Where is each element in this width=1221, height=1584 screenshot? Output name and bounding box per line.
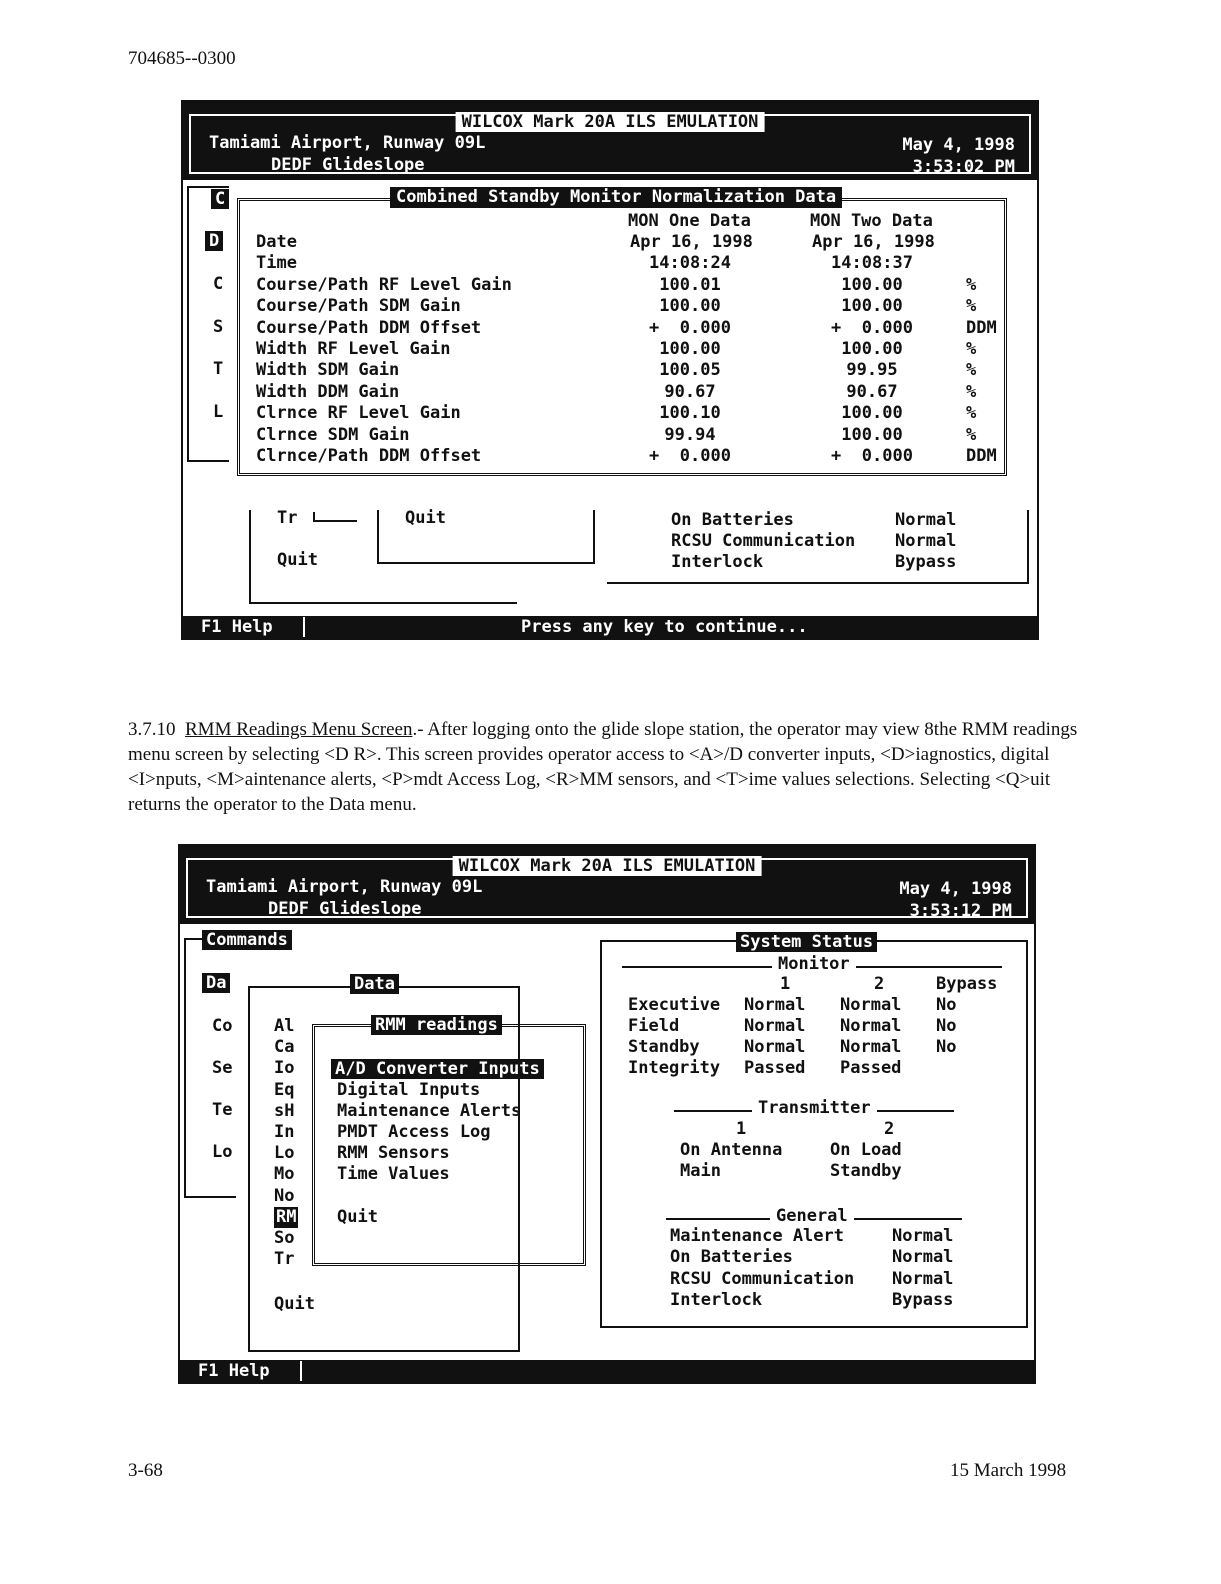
- site-name: Tamiami Airport, Runway 09L: [209, 133, 486, 153]
- unit-label: %: [966, 339, 977, 359]
- status-bar: [183, 616, 1037, 638]
- screen-header: [183, 102, 1037, 180]
- mon-two-value: 14:08:37: [831, 253, 913, 274]
- screen-title: WILCOX Mark 20A ILS EMULATION: [453, 856, 762, 876]
- mon-one-value: 100.00: [659, 339, 721, 359]
- general-label: RCSU Communication: [670, 1268, 855, 1289]
- unit-label: %: [966, 274, 977, 295]
- menu-item-tr[interactable]: Tr: [277, 508, 298, 528]
- unit-label: %: [966, 403, 977, 424]
- general-label: On Batteries: [670, 1247, 793, 1268]
- transmitter-col-1: 1: [736, 1119, 747, 1139]
- monitor-label: Executive: [628, 995, 721, 1015]
- header-time: 3:53:12 PM: [909, 901, 1012, 921]
- rmm-item[interactable]: Maintenance Alerts: [337, 1101, 522, 1121]
- monitor-bypass: No: [936, 1037, 957, 1057]
- rmm-item[interactable]: Digital Inputs: [337, 1080, 481, 1100]
- mon-two-value: + 0.000: [831, 317, 913, 338]
- mon-one-value: 14:08:24: [649, 253, 731, 274]
- data-menu-item[interactable]: Mo: [274, 1164, 295, 1185]
- quit-option[interactable]: Quit: [405, 508, 446, 528]
- monitor-value-2: Passed: [840, 1058, 902, 1078]
- command-letter[interactable]: C: [213, 274, 224, 294]
- transmitter-value: On Antenna: [680, 1140, 783, 1160]
- mon-one-value: + 0.000: [649, 317, 731, 338]
- general-value: Normal: [892, 1226, 954, 1246]
- mon-one-header: MON One Data: [628, 211, 751, 231]
- data-menu-item[interactable]: No: [274, 1185, 295, 1206]
- mon-two-value: Apr 16, 1998: [812, 232, 935, 252]
- commands-title: Commands: [202, 930, 292, 950]
- rmm-item-selected[interactable]: A/D Converter Inputs: [331, 1059, 544, 1079]
- unit-label: DDM: [966, 317, 997, 338]
- screen-header: [180, 846, 1034, 924]
- normalization-panel: [237, 187, 1007, 476]
- section-body: .- After logging onto the glide slope station, the operator may view 8the RMM readings menu screen by selecting <D R>. This screen provides operator access to <A>/D converter inputs, <D>iagnostics, digital <I>nputs, <M>aintenance alerts, <P>mdt Access Log, <R>MM sensors, and <T>ime values selections. Selecting <Q>uit returns the operator to the Data menu.: [128, 719, 1078, 815]
- monitor-value-1: Passed: [744, 1058, 806, 1078]
- row-label: Width SDM Gain: [256, 360, 400, 381]
- data-menu-item[interactable]: Al: [274, 1016, 295, 1036]
- monitor-label: Standby: [628, 1037, 700, 1057]
- unit-label: %: [966, 296, 977, 317]
- monitor-bypass: No: [936, 1016, 957, 1036]
- mon-two-value: 100.00: [841, 339, 903, 359]
- mon-two-value: 100.00: [841, 296, 903, 317]
- monitor-value-2: Normal: [840, 1016, 902, 1036]
- data-menu-item[interactable]: Io: [274, 1058, 295, 1079]
- page-date: 15 March 1998: [950, 1460, 1067, 1481]
- terminal-screen-1: [181, 100, 1039, 640]
- status-bar: [180, 1360, 1034, 1382]
- section-paragraph: [128, 717, 1078, 817]
- mon-one-value: + 0.000: [649, 446, 731, 466]
- monitor-bypass: No: [936, 995, 957, 1015]
- help-key[interactable]: F1 Help: [198, 1361, 270, 1381]
- monitor-value-1: Normal: [744, 1037, 806, 1057]
- mon-one-value: 90.67: [664, 381, 716, 402]
- continue-prompt: Press any key to continue...: [521, 617, 808, 637]
- mon-one-value: 100.10: [659, 403, 721, 424]
- row-label: Time: [256, 253, 297, 274]
- command-letter-selected[interactable]: D: [205, 231, 223, 251]
- monitor-value-1: Normal: [744, 1016, 806, 1036]
- command-item[interactable]: Lo: [212, 1142, 233, 1162]
- data-menu-item[interactable]: Ca: [274, 1037, 295, 1058]
- monitor-value-2: Normal: [840, 995, 902, 1015]
- quit-option[interactable]: Quit: [277, 550, 318, 570]
- header-time: 3:53:02 PM: [912, 157, 1015, 177]
- data-menu-item-selected[interactable]: RM: [276, 1206, 297, 1227]
- status-value: Normal: [895, 510, 957, 530]
- mon-one-value: 100.01: [659, 274, 721, 295]
- mon-two-value: + 0.000: [831, 446, 913, 466]
- mon-one-value: 99.94: [664, 424, 716, 445]
- transmitter-col-2: 2: [884, 1119, 895, 1139]
- rmm-quit[interactable]: Quit: [337, 1207, 378, 1227]
- monitor-label: Integrity: [628, 1058, 721, 1078]
- system-status-panel: [600, 932, 1028, 1328]
- rmm-item[interactable]: RMM Sensors: [337, 1143, 450, 1163]
- panel-title: Combined Standby Monitor Normalization Data: [390, 187, 842, 208]
- rmm-readings-menu: [312, 1015, 586, 1266]
- transmitter-value: On Load: [830, 1140, 902, 1160]
- terminal-screen-2: [178, 844, 1036, 1384]
- general-label: Interlock: [670, 1290, 763, 1311]
- command-item[interactable]: Se: [212, 1058, 233, 1078]
- general-label: Maintenance Alert: [670, 1226, 844, 1246]
- transmitter-title: Transmitter: [752, 1098, 877, 1119]
- mon-one-value: 100.05: [659, 360, 721, 381]
- row-label: Course/Path DDM Offset: [256, 317, 482, 338]
- facility-name: DEDF Glideslope: [268, 899, 422, 919]
- mon-one-value: Apr 16, 1998: [630, 232, 753, 252]
- general-value: Normal: [892, 1268, 954, 1289]
- row-label: Clrnce/Path DDM Offset: [256, 446, 482, 466]
- data-menu-item[interactable]: sH: [274, 1100, 295, 1121]
- monitor-col-bypass: Bypass: [936, 974, 998, 994]
- screen-title: WILCOX Mark 20A ILS EMULATION: [456, 112, 765, 132]
- status-label: RCSU Communication: [671, 531, 856, 551]
- command-letter[interactable]: L: [213, 402, 224, 422]
- row-label: Width DDM Gain: [256, 381, 400, 402]
- transmitter-value: Standby: [830, 1161, 902, 1181]
- command-item[interactable]: Te: [212, 1100, 233, 1120]
- mon-two-value: 100.00: [841, 424, 903, 445]
- mon-one-value: 100.00: [659, 296, 721, 317]
- rmm-menu-title: RMM readings: [371, 1015, 502, 1035]
- status-label: On Batteries: [671, 510, 794, 530]
- transmitter-value: Main: [680, 1161, 721, 1181]
- facility-name: DEDF Glideslope: [271, 155, 425, 175]
- unit-label: DDM: [966, 446, 997, 466]
- monitor-value-2: Normal: [840, 1037, 902, 1057]
- monitor-label: Field: [628, 1016, 680, 1036]
- data-menu-title: Data: [350, 974, 399, 994]
- row-label: Course/Path SDM Gain: [256, 296, 461, 317]
- data-menu-item[interactable]: Tr: [274, 1249, 295, 1270]
- system-status-title: System Status: [736, 932, 877, 952]
- monitor-title: Monitor: [772, 954, 856, 975]
- unit-label: %: [966, 360, 977, 381]
- data-menu-item[interactable]: In: [274, 1122, 295, 1142]
- command-letter[interactable]: S: [213, 317, 224, 337]
- mon-two-header: MON Two Data: [810, 211, 933, 231]
- unit-label: %: [966, 424, 977, 445]
- data-quit[interactable]: Quit: [274, 1294, 315, 1314]
- rmm-item[interactable]: Time Values: [337, 1164, 450, 1184]
- mon-two-value: 99.95: [846, 360, 898, 381]
- command-letter[interactable]: C: [211, 189, 229, 209]
- header-date: May 4, 1998: [902, 135, 1015, 155]
- unit-label: %: [966, 381, 977, 402]
- site-name: Tamiami Airport, Runway 09L: [206, 877, 483, 897]
- monitor-col-2: 2: [874, 974, 885, 994]
- data-menu-item[interactable]: So: [274, 1228, 295, 1248]
- command-item[interactable]: Co: [212, 1016, 233, 1036]
- general-title: General: [770, 1206, 854, 1227]
- help-key[interactable]: F1 Help: [201, 617, 273, 637]
- row-label: Date: [256, 232, 297, 252]
- command-letter[interactable]: T: [213, 359, 224, 379]
- general-value: Normal: [892, 1247, 954, 1268]
- command-data-selected[interactable]: Da: [202, 973, 230, 993]
- mon-two-value: 100.00: [841, 403, 903, 424]
- row-label: Course/Path RF Level Gain: [256, 274, 512, 295]
- mon-two-value: 90.67: [846, 381, 898, 402]
- document-number: 704685--0300: [128, 48, 236, 69]
- monitor-col-1: 1: [780, 974, 791, 994]
- data-menu-item[interactable]: Eq: [274, 1079, 295, 1100]
- mon-two-value: 100.00: [841, 274, 903, 295]
- page-number: 3-68: [128, 1460, 163, 1481]
- monitor-value-1: Normal: [744, 995, 806, 1015]
- rmm-item[interactable]: PMDT Access Log: [337, 1122, 491, 1142]
- general-value: Bypass: [892, 1290, 954, 1311]
- section-title: RMM Readings Menu Screen: [185, 719, 413, 740]
- data-menu-item[interactable]: Lo: [274, 1143, 295, 1164]
- status-value: Bypass: [895, 552, 957, 572]
- status-value: Normal: [895, 531, 957, 551]
- row-label: Clrnce RF Level Gain: [256, 403, 461, 424]
- header-date: May 4, 1998: [899, 879, 1012, 899]
- row-label: Clrnce SDM Gain: [256, 424, 410, 445]
- status-label: Interlock: [671, 552, 764, 572]
- row-label: Width RF Level Gain: [256, 339, 451, 359]
- section-number: 3.7.10: [128, 719, 176, 740]
